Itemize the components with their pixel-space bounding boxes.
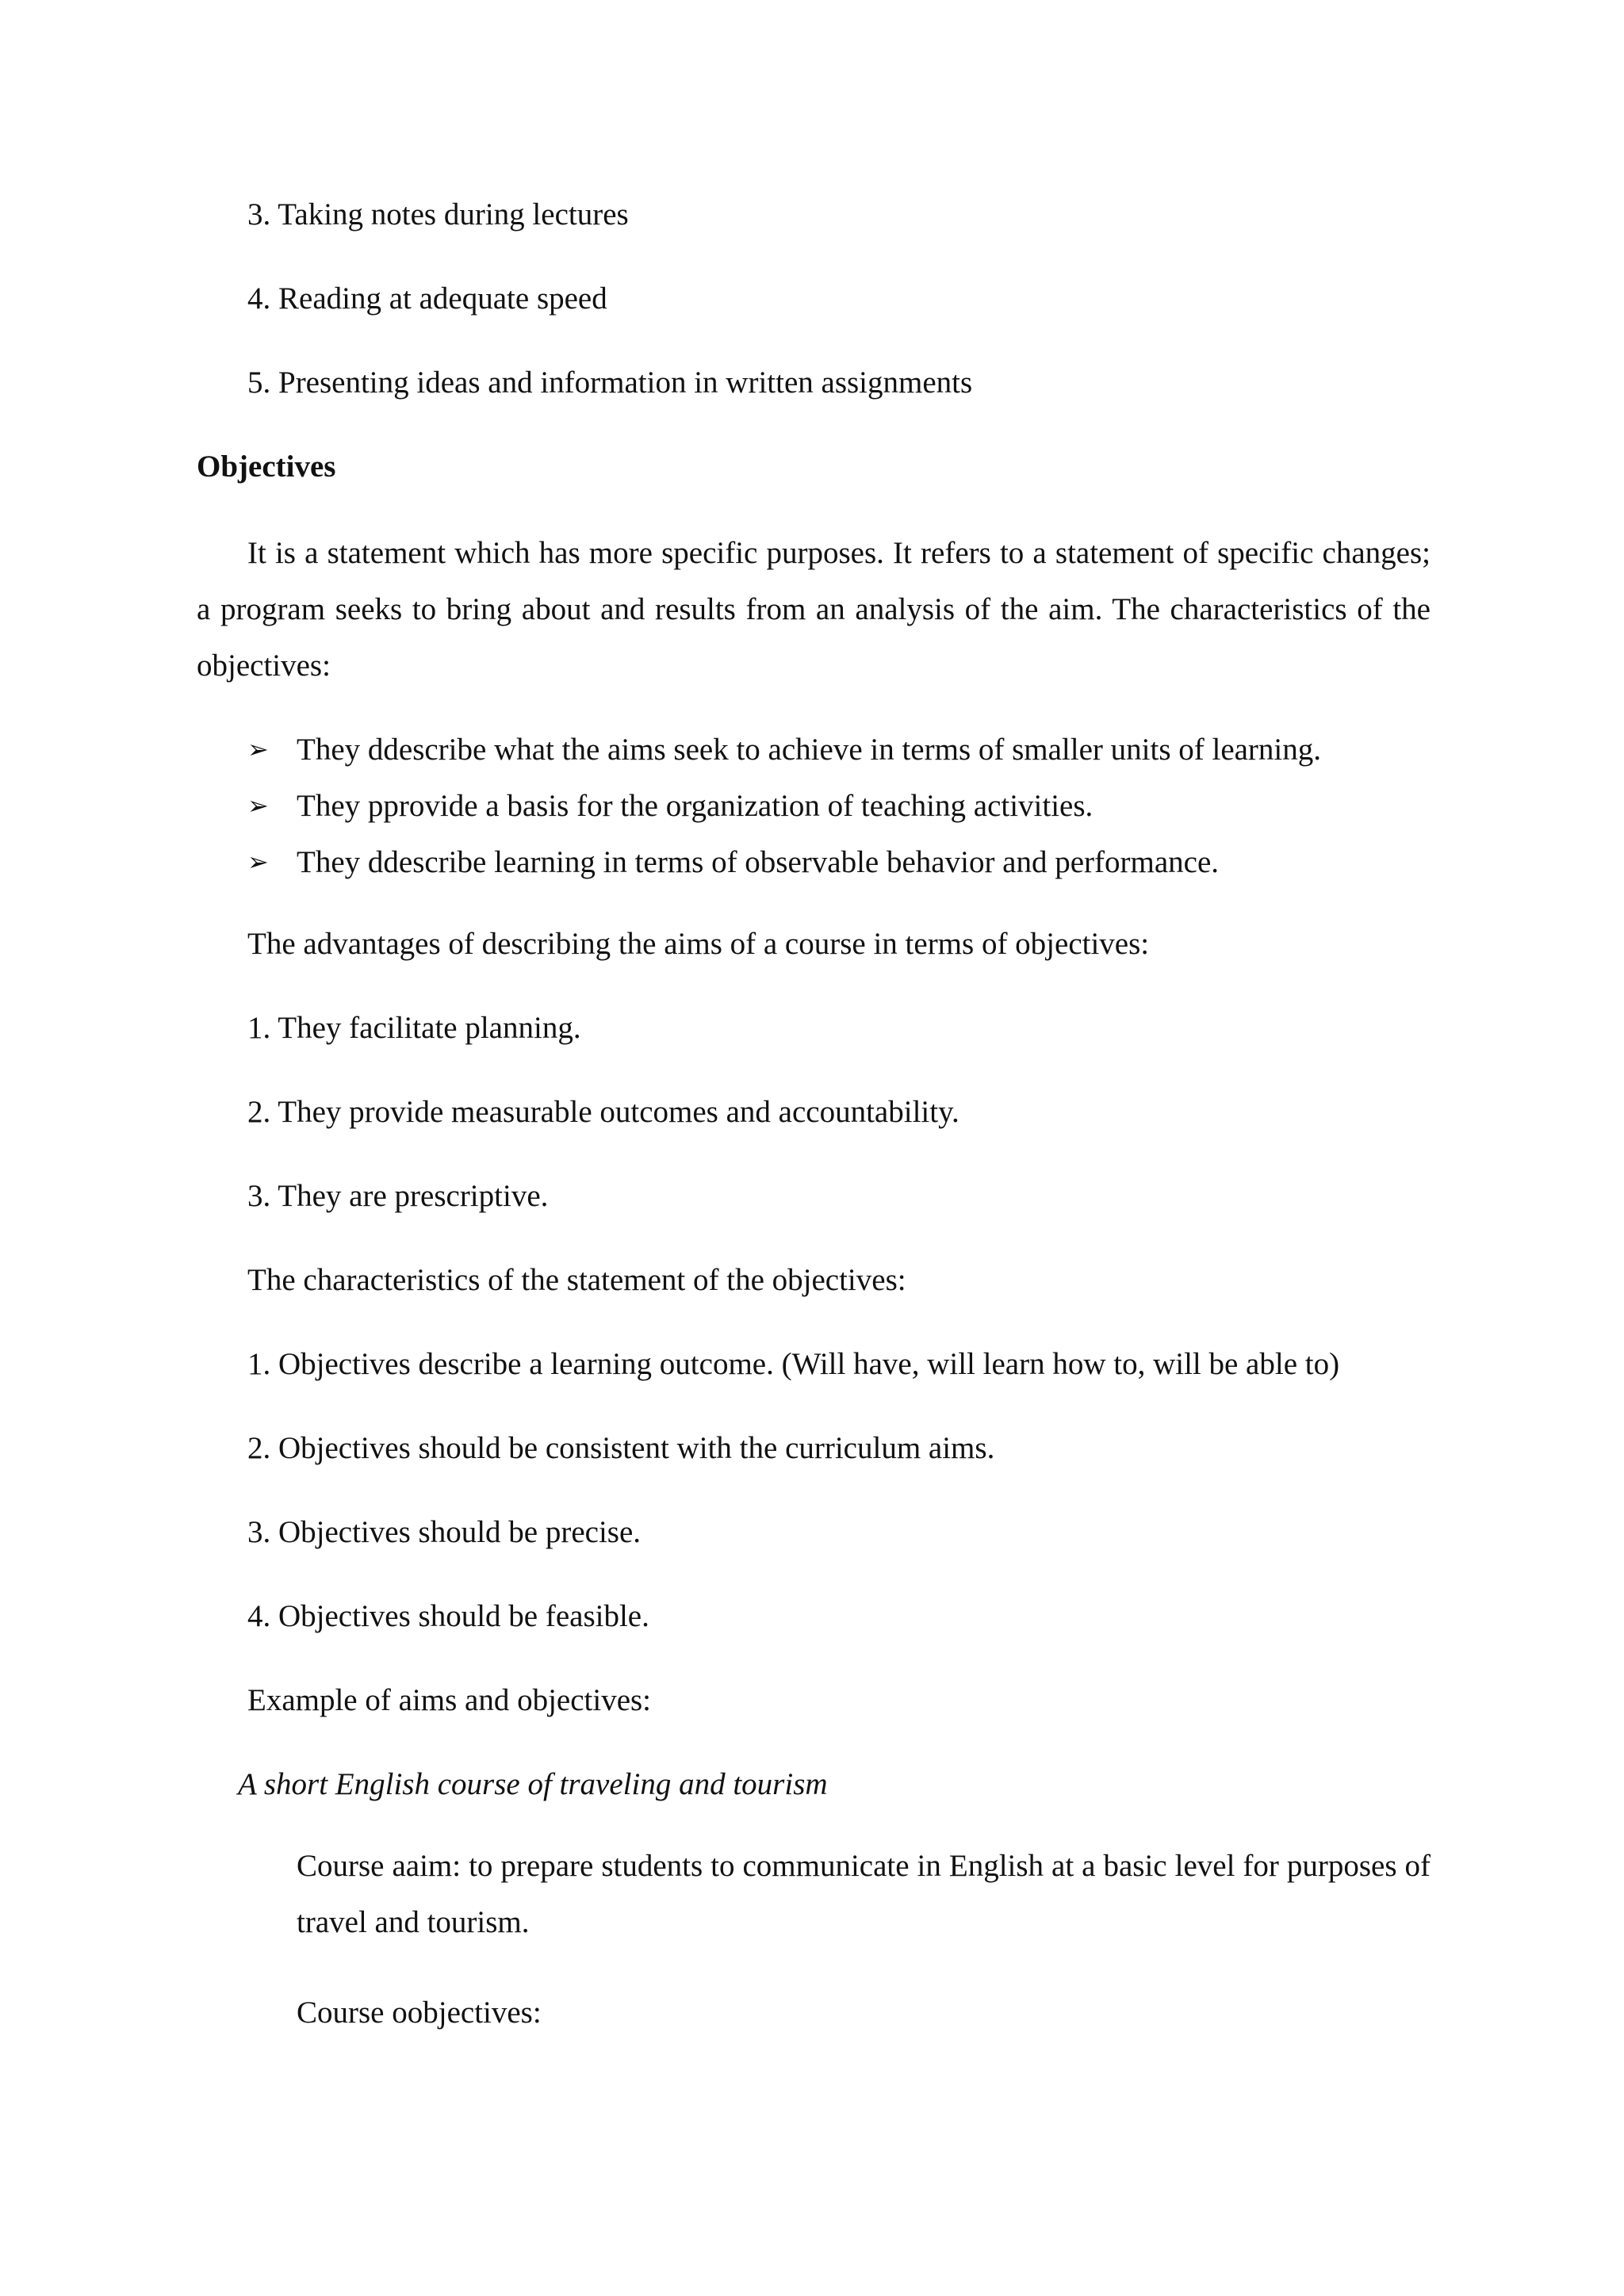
list-item: 5. Presenting ideas and information in written assignments: [247, 365, 973, 400]
bullet-text: They pprovide a basis for the organization of teaching activities.: [297, 789, 1094, 823]
course-aim: Course aaim: to prepare students to communicate in English at a basic level for purposes of travel and tourism.: [297, 1849, 1431, 1939]
bullet-item: [247, 721, 1321, 778]
list-item: 3. Taking notes during lectures: [247, 197, 629, 232]
list-item: 4. Reading at adequate speed: [247, 281, 607, 316]
characteristics-intro: The characteristics of the statement of the objectives:: [247, 1263, 906, 1297]
bullet-text: They ddescribe what the aims seek to achieve in terms of smaller units of learning.: [297, 733, 1322, 767]
course-objectives-label: Course oobjectives:: [297, 1996, 542, 2030]
example-intro: Example of aims and objectives:: [247, 1683, 652, 1717]
course-title: A short English course of traveling and tourism: [238, 1767, 828, 1801]
section-heading: Objectives: [197, 450, 336, 484]
list-item: 4. Objectives should be feasible.: [247, 1599, 649, 1633]
bullet-text: They ddescribe learning in terms of observable behavior and performance.: [297, 845, 1220, 879]
list-item: 1. Objectives describe a learning outcome. (Will have, will learn how to, will be able to): [247, 1347, 1340, 1381]
bullet-item: [247, 778, 1321, 834]
list-item: 1. They facilitate planning.: [247, 1011, 581, 1045]
arrow-bullet-icon: ➢: [247, 734, 269, 764]
advantages-intro: The advantages of describing the aims of a course in terms of objectives:: [247, 927, 1150, 961]
list-item: 3. Objectives should be precise.: [247, 1515, 642, 1549]
list-item: 2. They provide measurable outcomes and accountability.: [247, 1095, 959, 1129]
arrow-bullet-icon: ➢: [247, 790, 269, 821]
bullet-item: [247, 834, 1321, 890]
arrow-bullet-icon: ➢: [247, 847, 269, 877]
bullet-list: [247, 721, 1321, 890]
objectives-paragraph: It is a statement which has more specific purposes. It refers to a statement of specific changes; a program seeks to bring about and results from an analysis of the aim. The characteristics of the objectives:: [197, 536, 1431, 683]
list-item: 2. Objectives should be consistent with the curriculum aims.: [247, 1431, 995, 1465]
list-item: 3. They are prescriptive.: [247, 1179, 549, 1213]
